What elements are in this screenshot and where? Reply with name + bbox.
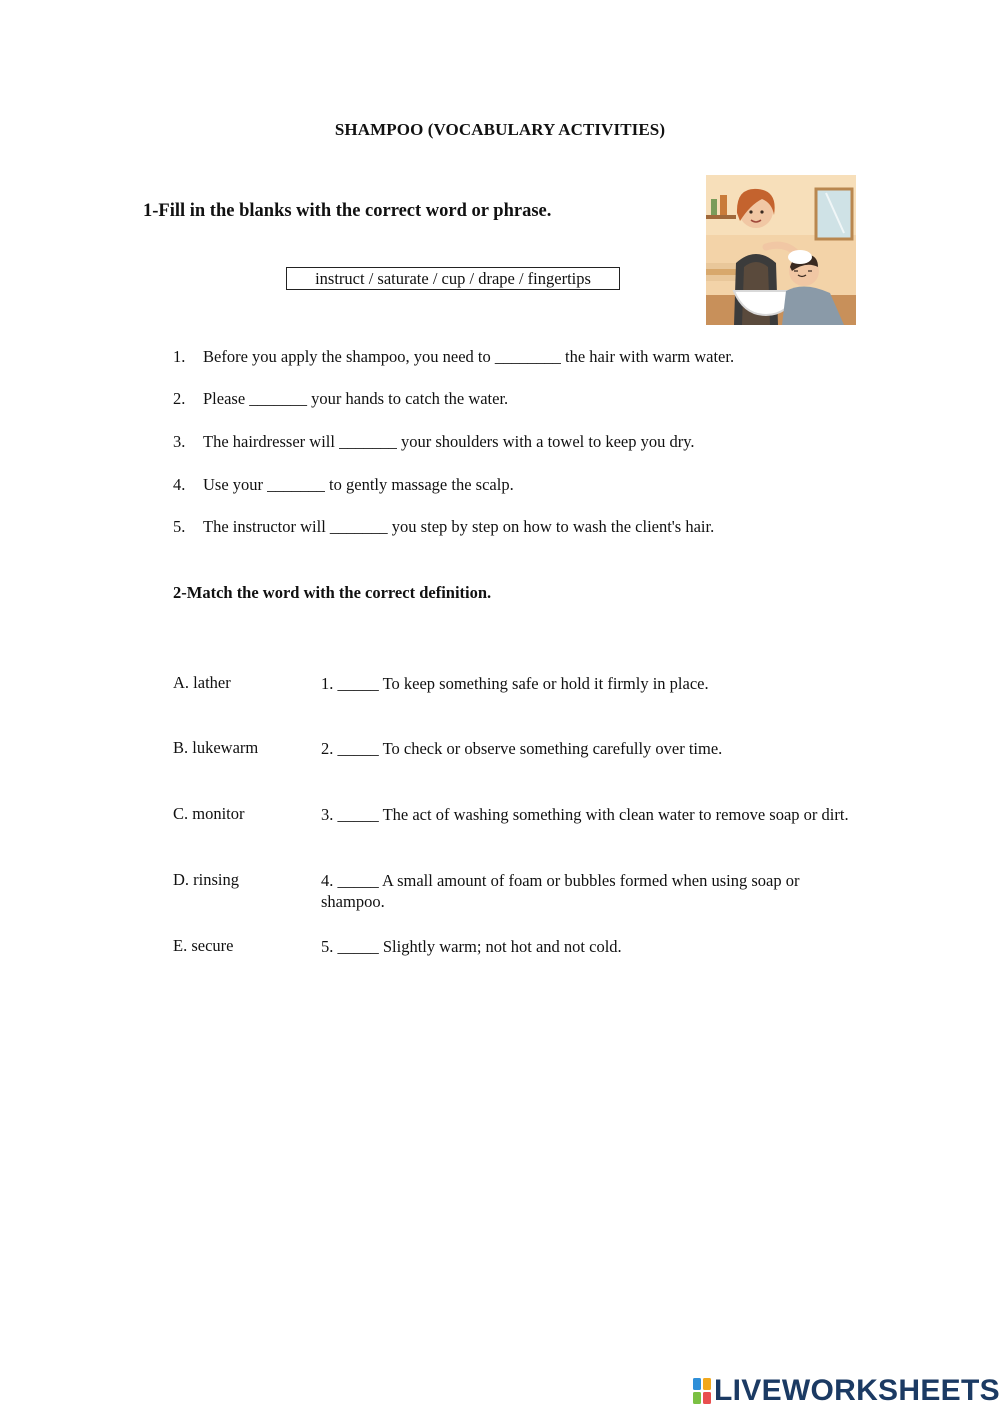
fill-item-number: 3. xyxy=(173,432,186,451)
hairdresser-illustration-icon xyxy=(706,175,856,325)
match-definition: 4. _____ A small amount of foam or bubbles formed when using soap or shampoo. xyxy=(321,871,800,911)
document-title: SHAMPOO (VOCABULARY ACTIVITIES) xyxy=(334,120,666,139)
match-definition: 2. _____ To check or observe something carefully over time. xyxy=(321,739,723,758)
brand-name: LIVEWORKSHEETS xyxy=(714,1374,1000,1407)
liveworksheets-mark-icon xyxy=(693,1378,711,1404)
fill-item xyxy=(173,389,508,409)
match-definition: 5. _____ Slightly warm; not hot and not cold. xyxy=(321,937,622,956)
match-definition: 1. _____ To keep something safe or hold it firmly in place. xyxy=(321,674,709,693)
match-word: E. secure xyxy=(173,936,234,955)
match-definition: 3. _____ The act of washing something with clean water to remove soap or dirt. xyxy=(321,805,849,824)
liveworksheets-logo xyxy=(693,1374,1000,1408)
match-word: C. monitor xyxy=(173,804,245,823)
section2-heading: 2-Match the word with the correct definition. xyxy=(173,583,492,602)
fill-item xyxy=(173,475,514,495)
match-word: D. rinsing xyxy=(173,870,239,889)
fill-item-number: 5. xyxy=(173,517,186,536)
section1-heading: 1-Fill in the blanks with the correct word or phrase. xyxy=(143,201,552,221)
fill-item xyxy=(173,517,714,537)
match-word: B. lukewarm xyxy=(173,738,259,757)
fill-item-text: Use your _______ to gently massage the scalp. xyxy=(203,475,514,494)
fill-item-text: The instructor will _______ you step by step on how to wash the client's hair. xyxy=(203,517,715,536)
word-bank-box: instruct / saturate / cup / drape / fingertips xyxy=(286,267,620,290)
fill-item-text: The hairdresser will _______ your shoulders with a towel to keep you dry. xyxy=(203,432,695,451)
fill-item-number: 1. xyxy=(173,347,186,366)
fill-item-text: Please _______ your hands to catch the water. xyxy=(203,389,509,408)
fill-item xyxy=(173,347,734,367)
fill-item xyxy=(173,432,695,452)
fill-item-number: 4. xyxy=(173,475,186,494)
fill-item-number: 2. xyxy=(173,389,186,408)
fill-item-text: Before you apply the shampoo, you need to ________ the hair with warm water. xyxy=(203,347,735,366)
match-word: A. lather xyxy=(173,673,231,692)
